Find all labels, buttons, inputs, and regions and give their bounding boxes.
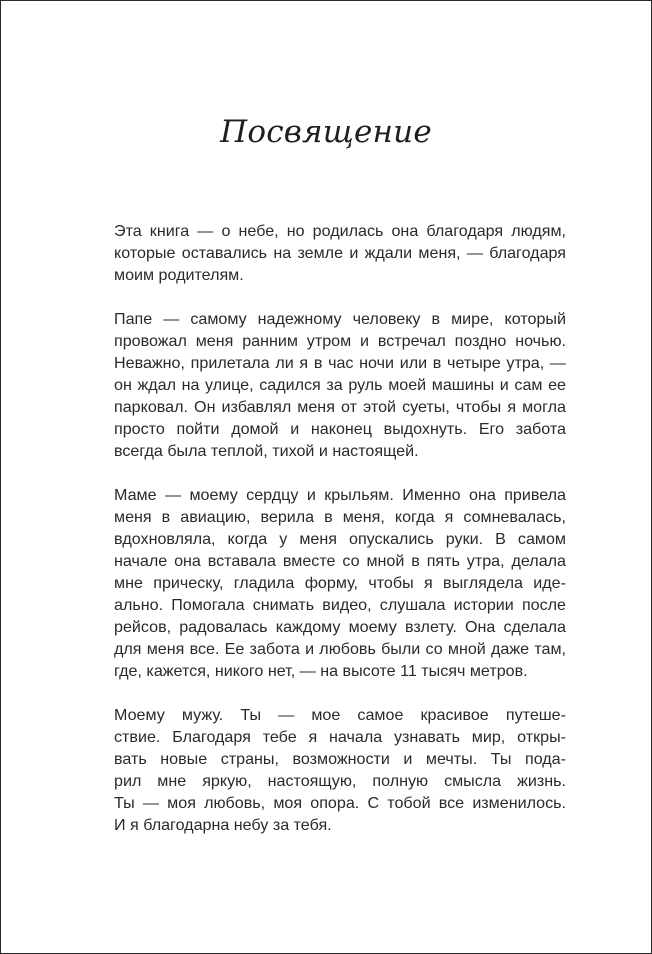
text-line: моим родителям. bbox=[114, 266, 244, 284]
text-line: ально. Помогала снимать видео, слушала истории после bbox=[114, 596, 566, 614]
paragraph-mother bbox=[114, 484, 566, 682]
text-line: Моему мужу. Ты — мое самое красивое путеше- bbox=[114, 706, 566, 724]
text-line: которые оставались на земле и ждали меня, — благодаря bbox=[114, 244, 566, 262]
paragraph-parents bbox=[114, 220, 566, 286]
text-line: Эта книга — о небе, но родилась она благодаря людям, bbox=[114, 222, 566, 240]
text-line: ствие. Благодаря тебе я начала узнавать мир, откры- bbox=[114, 728, 566, 746]
text-line: Папе — самому надежному человеку в мире, который bbox=[114, 310, 566, 328]
text-line: для меня все. Ее забота и любовь были со мной даже там, bbox=[114, 640, 566, 658]
text-line: Ты — моя любовь, моя опора. С тобой все изменилось. bbox=[114, 794, 566, 812]
paragraph-father bbox=[114, 308, 566, 462]
text-line: вдохновляла, когда у меня опускались руки. В самом bbox=[114, 530, 566, 548]
text-line: он ждал на улице, садился за руль моей машины и сам ее bbox=[114, 376, 566, 394]
dedication-text bbox=[114, 220, 566, 858]
text-line: меня в авиацию, верила в меня, когда я сомневалась, bbox=[114, 508, 566, 526]
text-line: вать новые страны, возможности и мечты. Ты пода- bbox=[114, 750, 566, 768]
text-line: Неважно, прилетала ли я в час ночи или в четыре утра, — bbox=[114, 354, 566, 372]
text-line: где, кажется, никого нет, — на высоте 11 тысяч метров. bbox=[114, 662, 528, 680]
text-line: провожал меня ранним утром и встречал поздно ночью. bbox=[114, 332, 566, 350]
text-line: просто пойти домой и наконец выдохнуть. Его забота bbox=[114, 420, 566, 438]
text-line: рил мне яркую, настоящую, полную смысла жизнь. bbox=[114, 772, 566, 790]
text-line: И я благодарна небу за тебя. bbox=[114, 816, 332, 834]
text-line: начале она вставала вместе со мной в пять утра, делала bbox=[114, 552, 566, 570]
text-line: парковал. Он избавлял меня от этой суеты, чтобы я могла bbox=[114, 398, 566, 416]
text-line: всегда была теплой, тихой и настоящей. bbox=[114, 442, 419, 460]
page-title: Посвящение bbox=[220, 114, 432, 150]
paragraph-husband bbox=[114, 704, 566, 836]
text-line: Маме — моему сердцу и крыльям. Именно она привела bbox=[114, 486, 566, 504]
text-line: мне прическу, гладила форму, чтобы я выглядела иде- bbox=[114, 574, 566, 592]
text-line: рейсов, радовалась каждому моему взлету. Она сделала bbox=[114, 618, 566, 636]
